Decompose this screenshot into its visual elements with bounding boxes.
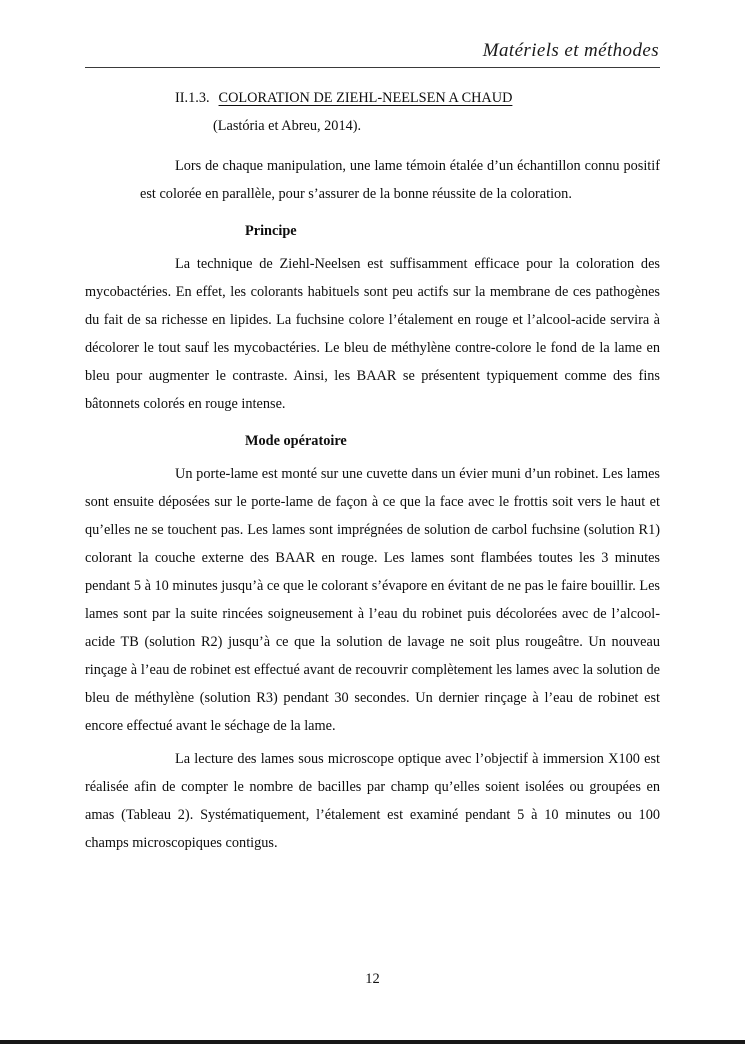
paragraph-mode-operatoire: Un porte-lame est monté sur une cuvette dans un évier muni d’un robinet. Les lames sont ensuite déposées sur le porte-lame de façon à ce que la face avec le frottis soit vers le haut et qu’elles ne se touchent pas. Les lames sont imprégnées de solution de carbol fuchsine (solution R1) colorant la couche externe des BAAR en rouge. Les lames sont flambées toutes les 3 minutes pendant 5 à 10 minutes jusqu’à ce que le colorant s’évapore en évitant de ne pas le faire bouillir. Les lames sont par la suite rincées soigneusement à l’eau du robinet puis décolorées avec de l’alcool-acide TB (solution R2) jusqu’à ce que la solution de lavage ne soit plus rougeâtre. Un nouveau rinçage à l’eau de robinet est effectué avant de recouvrir complètement les lames avec la solution de bleu de méthylène (solution R3) pendant 30 secondes. Un dernier rinçage à l’eau de robinet est encore effectué avant le séchage de la lame. bbox=[85, 466, 660, 734]
subheading-principe: Principe bbox=[245, 223, 297, 239]
scan-edge-line bbox=[0, 1040, 745, 1044]
paragraph-intro: Lors de chaque manipulation, une lame témoin étalée d’un échantillon connu positif est colorée en parallèle, pour s’assurer de la bonne réussite de la coloration. bbox=[140, 158, 660, 202]
page-number: 12 bbox=[365, 971, 380, 987]
paragraph-lecture: La lecture des lames sous microscope optique avec l’objectif à immersion X100 est réalisée afin de compter le nombre de bacilles par champ qu’elles soient isolées ou groupées en amas (Tableau 2). Systématiquement, l’étalement est examiné pendant 5 à 10 minutes ou 100 champs microscopiques contigus. bbox=[85, 751, 660, 851]
page-content bbox=[85, 84, 660, 857]
section-reference: (Lastória et Abreu, 2014). bbox=[213, 118, 362, 134]
subheading-mode-operatoire: Mode opératoire bbox=[245, 433, 347, 449]
section-number: II.1.3. bbox=[175, 90, 210, 106]
section-heading bbox=[175, 84, 660, 112]
header-divider bbox=[85, 67, 660, 68]
running-header-title: Matériels et méthodes bbox=[482, 40, 659, 61]
section-title: COLORATION DE ZIEHL-NEELSEN A CHAUD bbox=[218, 90, 513, 106]
paragraph-principe: La technique de Ziehl-Neelsen est suffisamment efficace pour la coloration des mycobactéries. En effet, les colorants habituels sont peu actifs sur la membrane de ces pathogènes du fait de sa richesse en lipides. La fuchsine colore l’étalement en rouge et l’alcool-acide servira à décolorer le tout sauf les mycobactéries. Le bleu de méthylène contre-colore le fond de la lame en bleu pour augmenter le contraste. Ainsi, les BAAR se présentent typiquement comme des fins bâtonnets colorés en rouge intense. bbox=[85, 256, 660, 412]
